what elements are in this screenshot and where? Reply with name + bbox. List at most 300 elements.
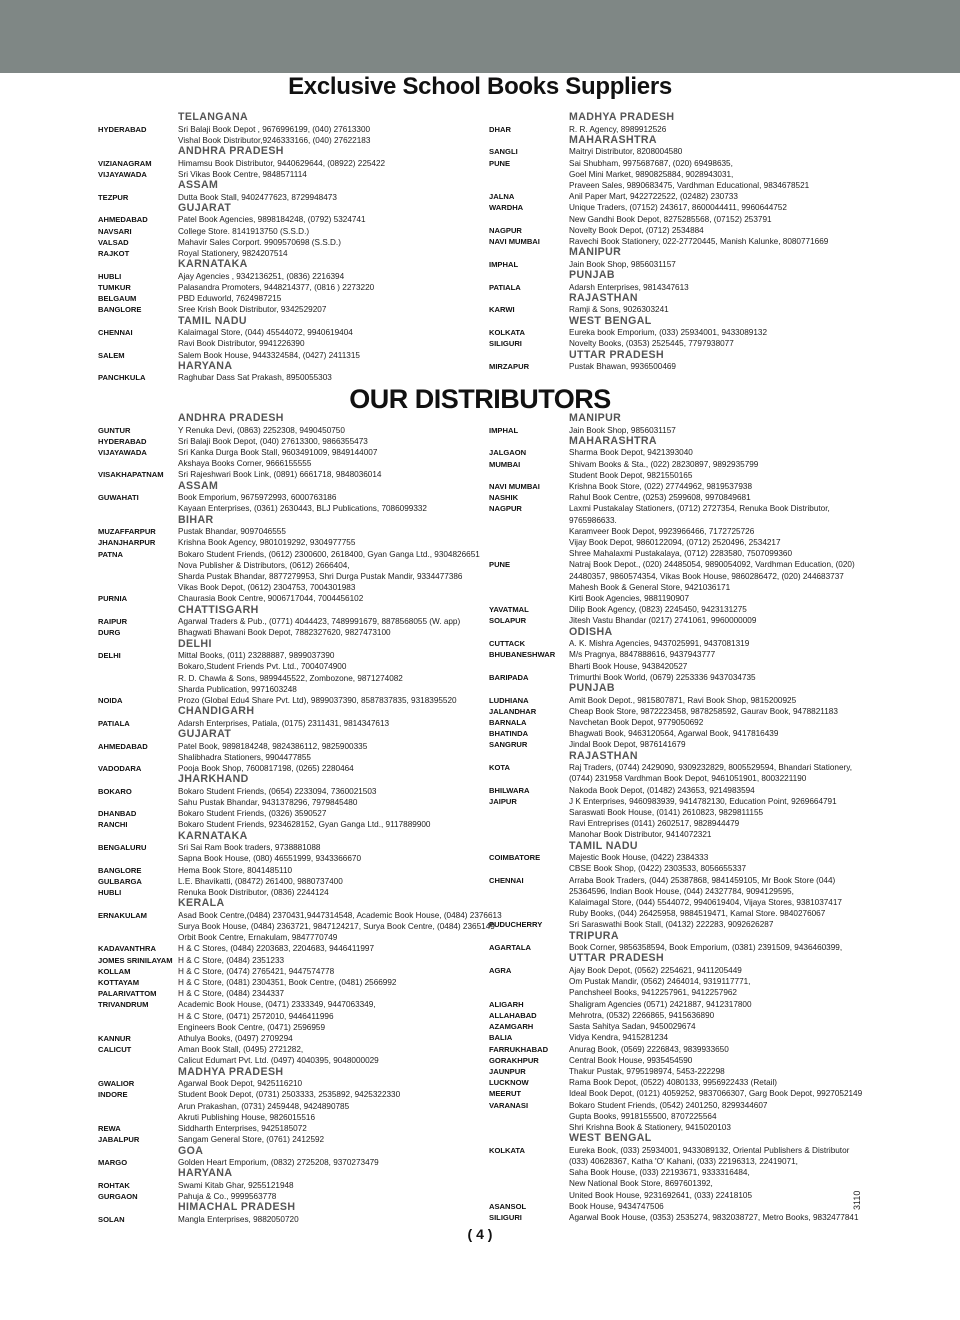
city-name: VALSAD <box>98 237 129 247</box>
listing-row <box>98 1078 483 1089</box>
dealer-details: Om Pustak Mandir, (0562) 2464014, 9319117771, <box>569 977 751 987</box>
dealer-details: Mangla Enterprises, 9882050720 <box>178 1214 299 1224</box>
city-name: JALGAON <box>489 448 527 458</box>
state-heading: KARNATAKA <box>178 258 248 271</box>
page-code: 3110 <box>852 1190 862 1210</box>
dealer-details: Shivam Books & Sta., (022) 28230897, 9892935799 <box>569 459 759 469</box>
city-name: VISAKHAPATNAM <box>98 470 164 480</box>
city-name <box>98 338 178 349</box>
listing-row <box>98 571 483 582</box>
dealer-details: Anurag Book, (0569) 2226843, 9839933650 <box>569 1044 729 1054</box>
dealer-details: Asad Book Centre,(0484) 2370431,9447314548, Academic Book House, (0484) 2376613 <box>178 910 502 920</box>
listing-row <box>98 786 483 797</box>
listing-row <box>98 293 478 304</box>
state-heading: ASSAM <box>178 179 219 191</box>
city-name: ALIGARH <box>489 999 524 1009</box>
dealer-details: Sharda Publication, 9971603248 <box>178 684 297 694</box>
listing-row <box>98 458 483 469</box>
listing-row <box>489 1201 874 1212</box>
dealer-details: Amit Book Depot., 9815807871, Ravi Book Shop, 9815200925 <box>569 695 797 705</box>
dealer-details: Adarsh Enterprises, 9814347613 <box>569 282 689 292</box>
dealer-details: Trimurthi Book World, (0679) 2253336 9437034735 <box>569 672 756 682</box>
city-name: GUNTUR <box>98 425 131 435</box>
dealer-details: Engineers Book Centre, (0471) 2596959 <box>178 1022 326 1032</box>
city-name <box>489 571 569 582</box>
listing-row <box>98 560 483 571</box>
city-name <box>489 180 569 191</box>
city-name: VIJAYAWADA <box>98 448 147 457</box>
city-name: GURGAON <box>98 1192 138 1202</box>
listing-row <box>98 372 478 383</box>
dealer-details: H & C Stores, (0484) 2203683, 2204683, 9446411997 <box>178 944 375 954</box>
listing-row <box>489 158 869 169</box>
state-heading: PUNJAB <box>569 682 615 695</box>
city-name: VADODARA <box>98 764 142 774</box>
state-heading: HARYANA <box>178 359 233 372</box>
city-name <box>98 1011 178 1022</box>
city-name: AHMEDABAD <box>98 741 148 751</box>
state-heading: MADHYA PRADESH <box>178 1065 284 1078</box>
dealer-details: Royal Stationery, 9824207514 <box>178 249 288 258</box>
city-name: NAGPUR <box>489 225 522 235</box>
dealer-details: Dutta Book Stall, 9402477623, 8729948473 <box>178 192 337 202</box>
listing-row <box>489 1178 874 1189</box>
city-name: MARGO <box>98 1158 128 1168</box>
city-name: VARANASI <box>489 1100 529 1110</box>
listing-row <box>489 259 869 270</box>
city-name: RAIPUR <box>98 617 128 627</box>
dealer-details: Sai Shubham, 9975687687, (020) 69498635, <box>569 158 733 168</box>
dealer-details: Adarsh Enterprises, Patiala, (0175) 2311431, 9814347613 <box>178 718 390 728</box>
listing-row <box>489 762 874 773</box>
state-heading: HIMACHAL PRADESH <box>178 1201 296 1214</box>
city-name: MUMBAI <box>489 459 521 469</box>
listing-row <box>98 1044 483 1055</box>
city-name: IMPHAL <box>489 425 519 435</box>
dealer-details: H & C Store, (0481) 2304351, Book Centre, (0481) 2566992 <box>178 978 397 988</box>
dealer-details: Sharma Book Depot, 9421393040 <box>569 448 693 458</box>
listing-row <box>489 1066 874 1077</box>
listing-row <box>98 1022 483 1033</box>
dealer-details: Jindal Book Depot, 9876141679 <box>569 740 686 750</box>
dealer-details: Patel Book Agencies, 9898184248, (0792) 5324741 <box>178 215 366 225</box>
city-name: TUMKUR <box>98 283 131 292</box>
city-name: MUZAFFARPUR <box>98 527 156 537</box>
dealer-details: Kalaimagal Store, (044) 5544072, 9940619404, Vijaya Stores, 9381037417 <box>569 898 842 908</box>
dealer-details: Siddharth Enterprises, 9425185072 <box>178 1124 307 1134</box>
dealer-details: Book House, 9434747506 <box>569 1201 664 1211</box>
city-name: GWALIOR <box>98 1079 135 1089</box>
dealer-details: PBD Eduworld, 7624987215 <box>178 294 282 304</box>
dealer-details: Unique Traders, (07152) 243617, 8600044411, 9960644752 <box>569 203 787 213</box>
city-name: CUTTACK <box>489 639 526 649</box>
city-name: SOLAN <box>98 1214 125 1224</box>
state-heading: GOA <box>178 1144 204 1157</box>
suppliers-right-column <box>489 112 869 372</box>
dealer-details: Book Emporium, 9675972993, 6000763186 <box>178 493 337 503</box>
city-name: SILIGURI <box>489 1212 522 1222</box>
city-name: KARWI <box>489 305 515 315</box>
listing-row <box>489 717 874 728</box>
listing-row <box>98 1089 483 1100</box>
dealer-details: Laxmi Pustakalay Stationers, (0712) 2727354, Renuka Book Distributor, <box>569 504 830 514</box>
dealer-details: 9765986633. <box>569 515 617 525</box>
city-name <box>489 818 569 829</box>
listing-row <box>98 237 478 248</box>
state-heading: ANDHRA PRADESH <box>178 412 284 424</box>
listing-row <box>98 1157 483 1168</box>
dealer-details: Y Renuka Devi, (0863) 2252308, 9490450750 <box>178 425 345 435</box>
dealer-details: Ramji & Sons, 9026303241 <box>569 305 669 315</box>
listing-row <box>489 1055 874 1066</box>
city-name <box>489 214 569 225</box>
city-name <box>489 897 569 908</box>
city-name: COIMBATORE <box>489 853 541 863</box>
dealer-details: New Gandhi Book Depot, 8275285568, (07152) 253791 <box>569 214 772 224</box>
listing-row <box>489 615 874 626</box>
state-heading: KARNATAKA <box>178 829 248 842</box>
city-name <box>489 773 569 784</box>
dealer-details: J K Enterprises, 9460983939, 9414782130, Education Point, 9269664791 <box>569 796 837 806</box>
listing-row <box>98 616 483 627</box>
dealer-details: Rama Book Depot, (0522) 4080133, 9956922433 (Retail) <box>569 1078 778 1088</box>
city-name <box>98 684 178 695</box>
dealer-details: Bokaro,Student Friends Pvt. Ltd., 7004074900 <box>178 662 347 672</box>
dealer-details: Thakur Pustak, 9795198974, 5453-222298 <box>569 1066 725 1076</box>
listing-row <box>98 1134 483 1145</box>
dealer-details: 25364596, Indian Book House, (044) 24327784, 9094129595, <box>569 886 794 896</box>
dealer-details: Bhagwati Bhawani Book Depot, 7882327620, 9827473100 <box>178 628 391 638</box>
city-name: CHENNAI <box>489 875 524 885</box>
listing-row <box>98 661 483 672</box>
city-name: PANCHKULA <box>98 373 146 383</box>
city-name: NASHIK <box>489 493 519 503</box>
city-name: VIJAYAWADA <box>98 169 147 179</box>
city-name: SANGLI <box>489 147 518 157</box>
dealer-details: Sree Krish Book Distributor, 9342529207 <box>178 305 327 315</box>
dealer-details: Natraj Book Depot., (020) 24485054, 9890054092, Vardhman Education, (020) <box>569 560 855 570</box>
city-name: FARRUKHABAD <box>489 1044 549 1054</box>
state-heading: MANIPUR <box>569 412 622 424</box>
city-name <box>98 503 178 514</box>
listing-row <box>489 1088 874 1099</box>
listing-row <box>98 338 478 349</box>
listing-row <box>489 447 874 458</box>
state-heading: ODISHA <box>569 625 613 638</box>
city-name: PATNA <box>98 549 124 559</box>
city-name: MEERUT <box>489 1089 522 1099</box>
city-name: CHENNAI <box>98 328 133 338</box>
city-name: SANGRUR <box>489 740 528 750</box>
city-name: AGARTALA <box>489 943 532 953</box>
dealer-details: Sri Saraswathi Book Stall, (04132) 222283, 9092626287 <box>569 920 774 930</box>
dealer-details: (0744) 231958 Vardhman Book Depot, 9461051901, 8003221190 <box>569 774 807 784</box>
state-heading: MAHARASHTRA <box>569 133 657 146</box>
listing-row <box>489 526 874 537</box>
listing-row <box>489 191 869 202</box>
state-heading: RAJASTHAN <box>569 291 638 304</box>
listing-row <box>489 886 874 897</box>
dealer-details: Arraba Book Traders, (044) 25387868, 9841459105, Mr Book Store (044) <box>569 875 836 885</box>
listing-row <box>98 169 478 180</box>
city-name <box>98 1055 178 1066</box>
listing-row <box>98 549 483 560</box>
dealer-details: M/s Pragnya, 8847888616, 9437943777 <box>569 650 716 660</box>
city-name <box>98 673 178 684</box>
listing-row <box>489 976 874 987</box>
city-name: KADAVANTHRA <box>98 944 156 954</box>
dealer-details: Chaurasia Book Centre, 9006717044, 7004456102 <box>178 594 364 604</box>
city-name <box>489 807 569 818</box>
dealer-details: Krishna Book Store, (022) 27744962, 9819537938 <box>569 482 752 491</box>
listing-row <box>489 942 874 953</box>
dealer-details: H & C Store, (0484) 2351233 <box>178 955 285 965</box>
listing-row <box>489 695 874 706</box>
listing-row <box>489 459 874 470</box>
city-name <box>489 1178 569 1189</box>
city-name: PATIALA <box>98 718 130 728</box>
dealer-details: Dilip Book Agency, (0823) 2245450, 9423131275 <box>569 605 747 615</box>
dealer-details: R. R. Agency, 8989912526 <box>569 124 667 134</box>
dealer-details: Sri Rajeshwari Book Link, (0891) 6661718, 9848036014 <box>178 470 382 480</box>
city-name: DHAR <box>489 124 511 134</box>
city-name <box>489 976 569 987</box>
listing-row <box>489 829 874 840</box>
dealer-details: Raj Traders, (0744) 2429090, 9309232829, 8005529594, Bhandari Stationery, <box>569 763 852 773</box>
city-name: MIRZAPUR <box>489 362 530 372</box>
dealer-details: Central Book House, 9935454590 <box>569 1055 693 1065</box>
city-name: BELGAUM <box>98 294 137 304</box>
dealer-details: Novelty Book Depot, (0712) 2534884 <box>569 225 704 235</box>
listing-row <box>98 650 483 661</box>
listing-row <box>98 124 478 135</box>
listing-row <box>98 695 483 706</box>
city-name <box>489 908 569 919</box>
listing-row <box>98 1214 483 1225</box>
state-heading: DELHI <box>178 637 212 650</box>
distributors-right-column <box>489 413 874 1223</box>
state-heading: ANDHRA PRADESH <box>178 145 284 157</box>
dealer-details: Mittal Books, (011) 23288887, 9899037390 <box>178 651 335 661</box>
dealer-details: Vikas Book Depot, (0612) 2304753, 7004301983 <box>178 583 356 593</box>
dealer-details: Jain Book Shop, 9856031157 <box>569 259 676 269</box>
listing-row <box>98 910 502 921</box>
dealer-details: Vishal Book Distributor,9246333166, (040) 27622183 <box>178 135 371 145</box>
state-heading: GUJARAT <box>178 201 232 214</box>
listing-row <box>98 537 483 548</box>
listing-row <box>489 515 874 526</box>
suppliers-left-column <box>98 112 478 384</box>
listing-row <box>98 469 483 480</box>
dealer-details: Arun Prakashan, (0731) 2459448, 9424890785 <box>178 1101 350 1111</box>
dealer-details: Vidya Kendra, 9415281234 <box>569 1033 669 1043</box>
city-name: KANNUR <box>98 1034 131 1044</box>
dealer-details: Ajay Book Depot, (0562) 2254621, 9411205449 <box>569 966 742 976</box>
city-name <box>98 1101 178 1112</box>
dealer-details: Bhagwati Book, 9463120564, Agarwal Book, 9417816439 <box>569 729 779 739</box>
listing-row <box>489 470 874 481</box>
listing-row <box>98 271 478 282</box>
city-name: SALEM <box>98 350 125 360</box>
listing-row <box>489 661 874 672</box>
listing-row <box>98 999 483 1010</box>
dealer-details: Akshaya Books Corner, 9666155555 <box>178 459 312 469</box>
city-name: DHANBAD <box>98 809 137 819</box>
dealer-details: Shri Krishna Book & Stationery, 9415020103 <box>569 1122 731 1132</box>
listing-row <box>489 1021 874 1032</box>
listing-row <box>489 582 874 593</box>
dealer-details: Bharti Book House, 9438420527 <box>569 661 688 671</box>
state-heading: TRIPURA <box>569 929 619 942</box>
top-banner <box>0 0 960 73</box>
city-name: JALANDHAR <box>489 706 537 716</box>
city-name: GUWAHATI <box>98 493 139 503</box>
dealer-details: Student Book Depot, 9821550165 <box>569 470 693 480</box>
city-name <box>489 661 569 672</box>
city-name: ROHTAK <box>98 1180 130 1190</box>
listing-row <box>489 236 869 247</box>
city-name: IMPHAL <box>489 259 519 269</box>
listing-row <box>98 966 483 977</box>
dealer-details: Majestic Book House, (0422) 2384333 <box>569 853 709 863</box>
city-name <box>489 526 569 537</box>
city-name: BHUBANESHWAR <box>489 650 556 660</box>
city-name <box>489 829 569 840</box>
listing-row <box>489 908 874 919</box>
city-name <box>489 1122 569 1133</box>
listing-row <box>489 1044 874 1055</box>
state-heading: TAMIL NADU <box>178 314 247 327</box>
city-name: AHMEDABAD <box>98 215 148 225</box>
listing-row <box>489 852 874 863</box>
dealer-details: Nakoda Book Depot, (01482) 243653, 9214983594 <box>569 785 755 795</box>
dealer-details: Krishna Book Agency, 9801019292, 9304977755 <box>178 538 356 548</box>
dealer-details: Ravi Entreprises (0141) 2602517, 9828944479 <box>569 819 740 829</box>
listing-row <box>98 447 483 458</box>
city-name: BHILWARA <box>489 785 530 795</box>
distributors-heading: OUR DISTRIBUTORS <box>349 384 611 414</box>
city-name: DELHI <box>98 651 121 661</box>
dealer-details: Mahavir Sales Corport. 9909570698 (S.S.D.) <box>178 237 341 247</box>
listing-row <box>489 1156 874 1167</box>
listing-row <box>98 593 483 604</box>
listing-row <box>489 503 874 514</box>
dealer-details: A. K. Mishra Agencies, 9437025991, 9437081319 <box>569 639 750 649</box>
listing-row <box>98 135 478 146</box>
city-name: BHATINDA <box>489 729 529 739</box>
listing-row <box>489 638 874 649</box>
listing-row <box>489 773 874 784</box>
state-heading: MAHARASHTRA <box>569 434 657 447</box>
listing-row <box>98 304 478 315</box>
city-name <box>98 571 178 582</box>
listing-row <box>489 987 874 998</box>
listing-row <box>98 865 483 876</box>
dealer-details: Novelty Books, (0353) 2525445, 7797938077 <box>569 339 734 349</box>
dealer-details: Ajay Agencies , 9342136251, (0836) 2216394 <box>178 271 345 281</box>
dealer-details: Sapna Book House, (080) 46551999, 9343366670 <box>178 854 362 864</box>
dealer-details: Bokaro Student Friends, (0326) 3590527 <box>178 809 327 819</box>
dealer-details: Surya Book House, (0484) 2363721, 9847124217, Surya Book Centre, (0484) 2365149 <box>178 922 495 932</box>
dealer-details: Ruby Books, (044) 26425958, 9884519471, Kamal Store. 9840276067 <box>569 909 826 919</box>
state-heading: MANIPUR <box>569 246 622 259</box>
city-name <box>489 582 569 593</box>
listing-row <box>98 627 483 638</box>
state-heading: JHARKHAND <box>178 773 249 786</box>
dealer-details: Agarwal Traders & Pub., (0771) 4044423, 7489991679, 8878568055 (W. app) <box>178 617 461 627</box>
listing-row <box>489 327 869 338</box>
state-heading: MADHYA PRADESH <box>569 111 675 123</box>
city-name: KOLKATA <box>489 1145 525 1155</box>
dealer-details: Kayaan Enterprises, (0361) 2630443, BLJ Publications, 7086099332 <box>178 504 427 514</box>
city-name: NAVSARI <box>98 226 132 236</box>
listing-row <box>98 327 478 338</box>
city-name: SOLAPUR <box>489 616 527 626</box>
city-name <box>98 921 178 932</box>
dealer-details: Bokaro Student Friends, (0612) 2300600, 2618400, Gyan Ganga Ltd., 9304826651 <box>178 549 480 559</box>
city-name: ERNAKULAM <box>98 910 147 920</box>
listing-row <box>98 503 483 514</box>
city-name: HUBLI <box>98 888 122 898</box>
state-heading: TELANGANA <box>178 111 249 123</box>
listing-row <box>98 248 478 259</box>
dealer-details: Salem Book House, 9443324584, (0427) 2411315 <box>178 350 360 360</box>
listing-row <box>489 1077 874 1088</box>
city-name: BARIPADA <box>489 672 529 682</box>
city-name <box>98 853 178 864</box>
city-name: NAVI MUMBAI <box>489 482 540 491</box>
state-heading: UTTAR PRADESH <box>569 348 665 361</box>
dealer-details: Himamsu Book Distributor, 9440629644, (08922) 225422 <box>178 158 386 168</box>
listing-row <box>489 672 874 683</box>
state-heading: WEST BENGAL <box>569 1132 652 1145</box>
listing-row <box>489 593 874 604</box>
listing-row <box>98 582 483 593</box>
listing-row <box>489 559 874 570</box>
dealer-details: Orbit Book Centre, Ernakulam, 9847770749 <box>178 933 338 943</box>
city-name: JOMES SRINILAYAM <box>98 955 173 965</box>
listing-row <box>489 1032 874 1043</box>
city-name: TEZPUR <box>98 192 129 202</box>
dealer-details: Ravi Book Distributor, 9941226390 <box>178 339 305 349</box>
city-name <box>489 169 569 180</box>
listing-row <box>98 425 483 436</box>
state-heading: CHATTISGARH <box>178 603 259 616</box>
listing-row <box>489 361 869 372</box>
city-name: CALICUT <box>98 1045 132 1055</box>
listing-row <box>489 282 869 293</box>
listing-row <box>489 999 874 1010</box>
listing-row <box>489 1212 874 1223</box>
city-name: PUDUCHERRY <box>489 920 543 930</box>
dealer-details: Sri Kanka Durga Book Stall, 9603491009, 9849144007 <box>178 448 378 457</box>
dealer-details: Sri Balaji Book Depot , 9676996199, (040) 27613300 <box>178 124 371 134</box>
city-name: KOTTAYAM <box>98 978 140 988</box>
city-name <box>98 1022 178 1033</box>
listing-row <box>98 819 483 830</box>
dealer-details: Gupta Books, 9918155500, 8707225564 <box>569 1111 717 1121</box>
city-name: NAGPUR <box>489 504 522 514</box>
city-name <box>98 582 178 593</box>
listing-row <box>98 718 483 729</box>
listing-row <box>98 977 483 988</box>
listing-row <box>98 752 483 763</box>
city-name: AZAMGARH <box>489 1022 534 1032</box>
state-heading: GUJARAT <box>178 728 232 741</box>
listing-row <box>489 146 869 157</box>
listing-row <box>98 1123 483 1134</box>
dealer-details: Swami Kitab Ghar, 9255121948 <box>178 1180 294 1190</box>
